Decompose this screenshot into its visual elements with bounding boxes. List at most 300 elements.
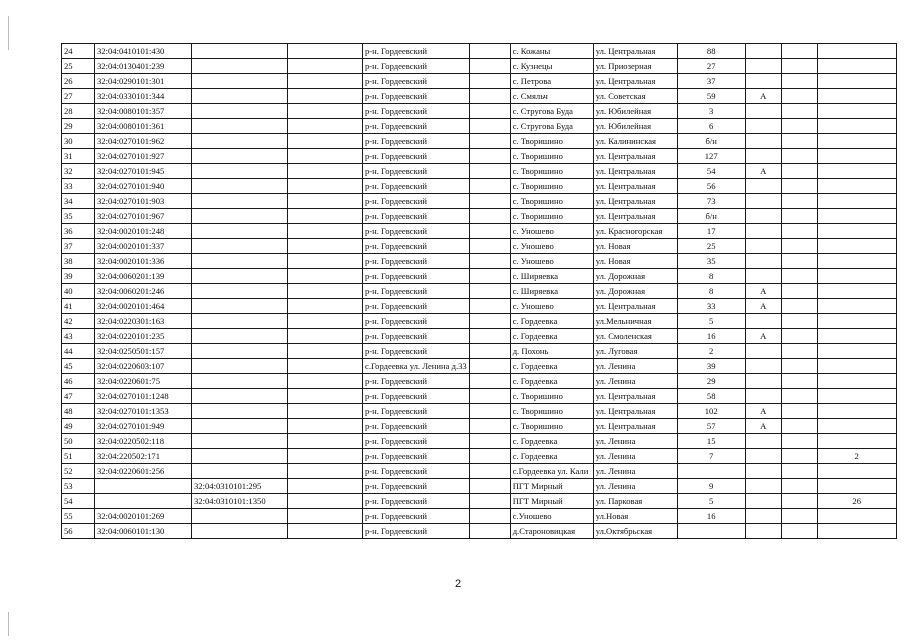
cadastral-number-alt-cell [192, 239, 288, 254]
district-cell: р-н. Гордеевский [363, 299, 470, 314]
house-number-cell: 35 [677, 254, 745, 269]
empty-cell [288, 509, 363, 524]
empty-cell [288, 209, 363, 224]
letter-cell: А [745, 164, 781, 179]
district-cell: р-н. Гордеевский [363, 284, 470, 299]
empty-cell [469, 119, 510, 134]
extra-number-cell [817, 524, 896, 539]
letter-cell [745, 524, 781, 539]
extra-number-cell: 26 [817, 494, 896, 509]
cadastral-number-alt-cell [192, 434, 288, 449]
house-number-cell: 29 [677, 374, 745, 389]
settlement-cell: ПГТ Мирный [510, 494, 593, 509]
extra-number-cell [817, 389, 896, 404]
extra-number-cell [817, 464, 896, 479]
extra-number-cell [817, 254, 896, 269]
table-row [62, 299, 897, 314]
settlement-cell: с. Гордеевка [510, 329, 593, 344]
row-number-cell: 41 [62, 299, 95, 314]
district-cell: р-н. Гордеевский [363, 524, 470, 539]
empty-cell [781, 479, 817, 494]
district-cell: р-н. Гордеевский [363, 239, 470, 254]
empty-cell [781, 314, 817, 329]
extra-number-cell [817, 419, 896, 434]
empty-cell [469, 239, 510, 254]
cadastral-number-cell: 32:04:0220603:107 [95, 359, 192, 374]
extra-number-cell [817, 299, 896, 314]
empty-cell [469, 389, 510, 404]
district-cell: р-н. Гордеевский [363, 314, 470, 329]
extra-number-cell [817, 314, 896, 329]
street-cell: ул. Центральная [593, 74, 677, 89]
settlement-cell: с.Гордеевка ул. Кали [510, 464, 593, 479]
street-cell: ул. Центральная [593, 389, 677, 404]
house-number-cell: 25 [677, 239, 745, 254]
street-cell: ул.Октябрьская [593, 524, 677, 539]
letter-cell [745, 344, 781, 359]
row-number-cell: 38 [62, 254, 95, 269]
empty-cell [288, 389, 363, 404]
extra-number-cell [817, 344, 896, 359]
letter-cell [745, 269, 781, 284]
letter-cell [745, 494, 781, 509]
settlement-cell: с. Творишино [510, 134, 593, 149]
extra-number-cell [817, 224, 896, 239]
empty-cell [288, 314, 363, 329]
row-number-cell: 44 [62, 344, 95, 359]
letter-cell [745, 389, 781, 404]
letter-cell [745, 59, 781, 74]
empty-cell [469, 344, 510, 359]
cadastral-number-cell: 32:04:0020101:336 [95, 254, 192, 269]
extra-number-cell [817, 149, 896, 164]
table-row [62, 329, 897, 344]
street-cell: ул. Приозерная [593, 59, 677, 74]
row-number-cell: 27 [62, 89, 95, 104]
district-cell: р-н. Гордеевский [363, 194, 470, 209]
cadastral-number-cell: 32:04:0220502:118 [95, 434, 192, 449]
table-row [62, 524, 897, 539]
settlement-cell: с. Стругова Буда [510, 104, 593, 119]
cadastral-number-alt-cell [192, 374, 288, 389]
empty-cell [288, 134, 363, 149]
street-cell: ул.Мельничная [593, 314, 677, 329]
empty-cell [288, 44, 363, 59]
district-cell: р-н. Гордеевский [363, 164, 470, 179]
house-number-cell: 127 [677, 149, 745, 164]
extra-number-cell [817, 134, 896, 149]
district-cell: р-н. Гордеевский [363, 209, 470, 224]
empty-cell [781, 89, 817, 104]
settlement-cell: с.Уношево [510, 509, 593, 524]
empty-cell [469, 284, 510, 299]
table-row [62, 269, 897, 284]
empty-cell [469, 149, 510, 164]
settlement-cell: ПГТ Мирный [510, 479, 593, 494]
cadastral-number-cell: 32:04:0220101:235 [95, 329, 192, 344]
letter-cell [745, 374, 781, 389]
empty-cell [469, 374, 510, 389]
empty-cell [288, 224, 363, 239]
row-number-cell: 39 [62, 269, 95, 284]
letter-cell: А [745, 299, 781, 314]
settlement-cell: с. Творишино [510, 209, 593, 224]
letter-cell [745, 224, 781, 239]
cadastral-number-cell: 32:04:0270101:949 [95, 419, 192, 434]
cadastral-number-alt-cell [192, 254, 288, 269]
house-number-cell: 3 [677, 104, 745, 119]
row-number-cell: 34 [62, 194, 95, 209]
cadastral-number-alt-cell [192, 284, 288, 299]
district-cell: р-н. Гордеевский [363, 254, 470, 269]
cadastral-number-cell: 32:04:0060101:130 [95, 524, 192, 539]
house-number-cell: 9 [677, 479, 745, 494]
street-cell: ул. Ленина [593, 434, 677, 449]
empty-cell [288, 254, 363, 269]
table-row [62, 314, 897, 329]
house-number-cell: 16 [677, 329, 745, 344]
district-cell: р-н. Гордеевский [363, 389, 470, 404]
house-number-cell: 88 [677, 44, 745, 59]
empty-cell [288, 179, 363, 194]
cadastral-number-alt-cell [192, 194, 288, 209]
scan-edge-mark [8, 16, 9, 50]
letter-cell [745, 209, 781, 224]
house-number-cell: 8 [677, 284, 745, 299]
empty-cell [469, 494, 510, 509]
row-number-cell: 53 [62, 479, 95, 494]
cadastral-number-cell: 32:04:0270101:927 [95, 149, 192, 164]
settlement-cell: с. Уношево [510, 239, 593, 254]
district-cell: р-н. Гордеевский [363, 374, 470, 389]
settlement-cell: с. Уношево [510, 224, 593, 239]
empty-cell [469, 479, 510, 494]
extra-number-cell [817, 404, 896, 419]
row-number-cell: 52 [62, 464, 95, 479]
settlement-cell: с. Творишино [510, 404, 593, 419]
extra-number-cell [817, 209, 896, 224]
extra-number-cell [817, 179, 896, 194]
table-row [62, 374, 897, 389]
extra-number-cell [817, 329, 896, 344]
empty-cell [288, 104, 363, 119]
cadastral-number-alt-cell [192, 179, 288, 194]
empty-cell [288, 464, 363, 479]
table-row [62, 404, 897, 419]
street-cell: ул. Советская [593, 89, 677, 104]
empty-cell [781, 59, 817, 74]
empty-cell [288, 74, 363, 89]
cadastral-number-cell: 32:04:0270101:1248 [95, 389, 192, 404]
empty-cell [781, 494, 817, 509]
street-cell: ул. Дорожная [593, 284, 677, 299]
table-row [62, 149, 897, 164]
settlement-cell: с. Стругова Буда [510, 119, 593, 134]
street-cell: ул.Новая [593, 509, 677, 524]
street-cell: ул. Ленина [593, 359, 677, 374]
empty-cell [781, 299, 817, 314]
row-number-cell: 35 [62, 209, 95, 224]
empty-cell [781, 254, 817, 269]
cadastral-number-cell: 32:04:0060201:139 [95, 269, 192, 284]
empty-cell [288, 59, 363, 74]
row-number-cell: 42 [62, 314, 95, 329]
row-number-cell: 45 [62, 359, 95, 374]
empty-cell [781, 224, 817, 239]
empty-cell [469, 194, 510, 209]
house-number-cell: 54 [677, 164, 745, 179]
house-number-cell: 17 [677, 224, 745, 239]
cadastral-number-alt-cell [192, 419, 288, 434]
row-number-cell: 51 [62, 449, 95, 464]
empty-cell [781, 449, 817, 464]
empty-cell [469, 419, 510, 434]
table-row [62, 59, 897, 74]
letter-cell [745, 74, 781, 89]
letter-cell [745, 119, 781, 134]
empty-cell [469, 449, 510, 464]
extra-number-cell [817, 434, 896, 449]
district-cell: р-н. Гордеевский [363, 104, 470, 119]
empty-cell [288, 374, 363, 389]
district-cell: р-н. Гордеевский [363, 119, 470, 134]
table-row [62, 104, 897, 119]
street-cell: ул. Ленина [593, 374, 677, 389]
letter-cell [745, 314, 781, 329]
district-cell: р-н. Гордеевский [363, 44, 470, 59]
empty-cell [469, 434, 510, 449]
letter-cell [745, 434, 781, 449]
row-number-cell: 49 [62, 419, 95, 434]
cadastral-number-cell: 32:04:0270101:940 [95, 179, 192, 194]
street-cell: ул. Юбилейная [593, 119, 677, 134]
house-number-cell: 5 [677, 494, 745, 509]
empty-cell [469, 404, 510, 419]
page-number: 2 [455, 578, 462, 590]
house-number-cell: 27 [677, 59, 745, 74]
empty-cell [288, 164, 363, 179]
letter-cell: А [745, 419, 781, 434]
settlement-cell: с. Гордеевка [510, 449, 593, 464]
empty-cell [288, 419, 363, 434]
letter-cell [745, 449, 781, 464]
empty-cell [288, 404, 363, 419]
empty-cell [288, 269, 363, 284]
street-cell: ул. Ленина [593, 449, 677, 464]
district-cell: р-н. Гордеевский [363, 479, 470, 494]
cadastral-number-alt-cell [192, 104, 288, 119]
empty-cell [781, 359, 817, 374]
cadastral-number-alt-cell [192, 164, 288, 179]
empty-cell [469, 89, 510, 104]
street-cell: ул. Ленина [593, 464, 677, 479]
empty-cell [781, 44, 817, 59]
empty-cell [781, 239, 817, 254]
row-number-cell: 48 [62, 404, 95, 419]
row-number-cell: 55 [62, 509, 95, 524]
table-row [62, 164, 897, 179]
settlement-cell: с. Петрова [510, 74, 593, 89]
table-row [62, 209, 897, 224]
row-number-cell: 36 [62, 224, 95, 239]
empty-cell [469, 74, 510, 89]
street-cell: ул. Новая [593, 254, 677, 269]
house-number-cell [677, 524, 745, 539]
street-cell: ул. Центральная [593, 419, 677, 434]
empty-cell [781, 194, 817, 209]
settlement-cell: с. Творишино [510, 164, 593, 179]
extra-number-cell [817, 239, 896, 254]
empty-cell [288, 119, 363, 134]
house-number-cell: 2 [677, 344, 745, 359]
cadastral-number-alt-cell [192, 74, 288, 89]
letter-cell: А [745, 404, 781, 419]
district-cell: р-н. Гордеевский [363, 179, 470, 194]
cadastral-number-alt-cell [192, 404, 288, 419]
empty-cell [781, 374, 817, 389]
settlement-cell: с. Творишино [510, 179, 593, 194]
letter-cell [745, 464, 781, 479]
cadastral-number-cell: 32:04:0080101:357 [95, 104, 192, 119]
row-number-cell: 25 [62, 59, 95, 74]
cadastral-number-cell: 32:04:0270101:903 [95, 194, 192, 209]
extra-number-cell [817, 44, 896, 59]
row-number-cell: 46 [62, 374, 95, 389]
cadastral-number-alt-cell [192, 209, 288, 224]
empty-cell [469, 164, 510, 179]
street-cell: ул. Центральная [593, 194, 677, 209]
row-number-cell: 37 [62, 239, 95, 254]
cadastral-number-cell: 32:04:0270101:962 [95, 134, 192, 149]
table-row [62, 434, 897, 449]
settlement-cell: д.Староновицкая [510, 524, 593, 539]
cadastral-number-cell: 32:04:0020101:269 [95, 509, 192, 524]
row-number-cell: 24 [62, 44, 95, 59]
empty-cell [781, 464, 817, 479]
register-table [61, 43, 897, 539]
cadastral-number-alt-cell [192, 224, 288, 239]
district-cell: р-н. Гордеевский [363, 74, 470, 89]
cadastral-number-alt-cell [192, 269, 288, 284]
extra-number-cell [817, 479, 896, 494]
district-cell: р-н. Гордеевский [363, 329, 470, 344]
street-cell: ул. Красногорская [593, 224, 677, 239]
cadastral-number-alt-cell [192, 44, 288, 59]
empty-cell [781, 419, 817, 434]
district-cell: р-н. Гордеевский [363, 344, 470, 359]
house-number-cell: 102 [677, 404, 745, 419]
empty-cell [781, 74, 817, 89]
settlement-cell: с. Гордеевка [510, 359, 593, 374]
house-number-cell: 56 [677, 179, 745, 194]
table-row [62, 254, 897, 269]
cadastral-number-cell [95, 479, 192, 494]
street-cell: ул. Центральная [593, 44, 677, 59]
empty-cell [469, 209, 510, 224]
cadastral-number-alt-cell [192, 149, 288, 164]
extra-number-cell [817, 59, 896, 74]
house-number-cell: 16 [677, 509, 745, 524]
street-cell: ул. Смоленская [593, 329, 677, 344]
table-row [62, 194, 897, 209]
house-number-cell: 33 [677, 299, 745, 314]
district-cell: р-н. Гордеевский [363, 494, 470, 509]
settlement-cell: с. Творишино [510, 194, 593, 209]
cadastral-number-cell: 32:04:0220601:256 [95, 464, 192, 479]
empty-cell [469, 224, 510, 239]
cadastral-number-cell: 32:04:0330101:344 [95, 89, 192, 104]
cadastral-number-alt-cell [192, 329, 288, 344]
row-number-cell: 40 [62, 284, 95, 299]
table-row [62, 284, 897, 299]
cadastral-number-cell: 32:04:0250501:157 [95, 344, 192, 359]
cadastral-number-alt-cell [192, 509, 288, 524]
district-cell: р-н. Гордеевский [363, 464, 470, 479]
empty-cell [288, 434, 363, 449]
house-number-cell: 37 [677, 74, 745, 89]
scan-edge-mark [8, 612, 9, 636]
extra-number-cell [817, 359, 896, 374]
letter-cell [745, 479, 781, 494]
cadastral-number-cell: 32:04:0080101:361 [95, 119, 192, 134]
extra-number-cell [817, 194, 896, 209]
settlement-cell: с. Уношево [510, 299, 593, 314]
cadastral-number-alt-cell [192, 524, 288, 539]
cadastral-number-cell: 32:04:220502:171 [95, 449, 192, 464]
empty-cell [469, 524, 510, 539]
house-number-cell: 59 [677, 89, 745, 104]
row-number-cell: 47 [62, 389, 95, 404]
street-cell: ул. Парковая [593, 494, 677, 509]
extra-number-cell [817, 89, 896, 104]
empty-cell [781, 269, 817, 284]
cadastral-number-alt-cell [192, 299, 288, 314]
settlement-cell: с. Ширяевка [510, 269, 593, 284]
empty-cell [469, 254, 510, 269]
cadastral-number-cell: 32:04:0290101:301 [95, 74, 192, 89]
cadastral-number-cell: 32:04:0060201:246 [95, 284, 192, 299]
empty-cell [781, 179, 817, 194]
table-row [62, 419, 897, 434]
street-cell: ул. Ленина [593, 479, 677, 494]
cadastral-number-alt-cell [192, 59, 288, 74]
cadastral-number-cell: 32:04:0130401:239 [95, 59, 192, 74]
cadastral-number-alt-cell: 32:04:0310101:295 [192, 479, 288, 494]
cadastral-number-alt-cell [192, 314, 288, 329]
empty-cell [781, 104, 817, 119]
empty-cell [469, 509, 510, 524]
district-cell: р-н. Гордеевский [363, 134, 470, 149]
table-row [62, 344, 897, 359]
table-row [62, 449, 897, 464]
extra-number-cell [817, 119, 896, 134]
letter-cell: А [745, 89, 781, 104]
street-cell: ул. Центральная [593, 149, 677, 164]
district-cell: р-н. Гордеевский [363, 269, 470, 284]
street-cell: ул. Юбилейная [593, 104, 677, 119]
cadastral-number-alt-cell [192, 119, 288, 134]
settlement-cell: с. Уношево [510, 254, 593, 269]
table-row [62, 134, 897, 149]
empty-cell [469, 464, 510, 479]
letter-cell [745, 134, 781, 149]
house-number-cell: 39 [677, 359, 745, 374]
empty-cell [288, 524, 363, 539]
settlement-cell: с. Кожаны [510, 44, 593, 59]
street-cell: ул. Центральная [593, 404, 677, 419]
register-table-body [62, 44, 897, 539]
settlement-cell: с. Смяльч [510, 89, 593, 104]
